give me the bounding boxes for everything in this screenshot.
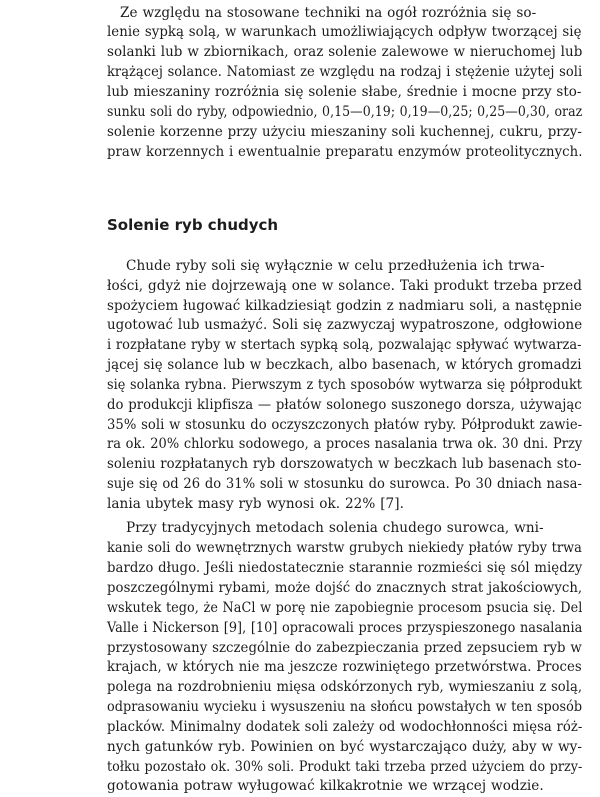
paragraph-line: przystosowany szczególnie do zabezpieczania przed zepsuciem ryb w: [107, 640, 582, 656]
paragraph-line: nych gatunków ryb. Powinien on być wystarczająco duży, aby w wy-: [107, 739, 583, 755]
paragraph-line: Valle i Nickerson [9], [10] opracowali proces przyspieszonego nasalania: [107, 620, 583, 636]
paragraph-line: do produkcji klipfisza — płatów solonego suszonego dorsza, używając: [107, 397, 582, 413]
section-heading: Solenie ryb chudych: [107, 216, 279, 234]
paragraph-line: i rozpłatane ryby w stertach sypką solą, pozwalając spływać wytwarza-: [107, 337, 582, 353]
paragraph-line: lub mieszaniny rozróżnia się solenie słabe, średnie i mocne przy sto-: [107, 84, 582, 100]
paragraph-line: spożyciem ługować kilkadziesiąt godzin z nadmiaru soli, a następnie: [107, 298, 582, 314]
paragraph-line: lania ubytek masy ryb wynosi ok. 22% [7].: [107, 496, 404, 512]
paragraph-line: suje się od 26 do 31% soli w stosunku do surowca. Po 30 dniach nasa-: [107, 476, 583, 492]
paragraph-line: tołku pozostało ok. 30% soli. Produkt taki trzeba przed użyciem do przy-: [107, 759, 583, 775]
paragraph-line: odprasowaniu wycieku i wysuszeniu na słońcu powstałych w ten sposób: [107, 699, 583, 715]
paragraph-line: solanki lub w zbiornikach, oraz solenie zalewowe w nieruchomej lub: [107, 44, 583, 60]
paragraph-line: Przy tradycyjnych metodach solenia chudego surowca, wni-: [126, 520, 544, 536]
paragraph-line: sunku soli do ryby, odpowiednio, 0,15—0,19; 0,19—0,25; 0,25—0,30, oraz: [107, 104, 583, 120]
paragraph-line: wskutek tego, że NaCl w porę nie zapobiegnie procesom psucia się. Del: [107, 600, 583, 616]
paragraph-line: placków. Minimalny dodatek soli zależy od wodochłonności mięsa róż-: [107, 719, 583, 735]
paragraph-line: bardzo długo. Jeśli niedostatecznie starannie rozmieści się sól między: [107, 560, 583, 576]
paragraph-line: Chude ryby soli się wyłącznie w celu przedłużenia ich trwa-: [126, 258, 545, 274]
paragraph-line: krajach, w których nie ma jeszcze rozwiniętego przetwórstwa. Proces: [107, 659, 582, 675]
paragraph-line: polega na rozdrobnieniu mięsa odskórzonych ryb, wymieszaniu z solą,: [107, 679, 583, 695]
paragraph-line: ra ok. 20% chlorku sodowego, a proces nasalania trwa ok. 30 dni. Przy: [107, 436, 583, 452]
paragraph-line: solenie korzenne przy użyciu mieszaniny soli kuchennej, cukru, przy-: [107, 124, 582, 140]
paragraph-line: poszczególnymi rybami, może dojść do znacznych strat jakościowych,: [107, 580, 583, 596]
paragraph-line: jącej się solance lub w beczkach, albo basenach, w których gromadzi: [107, 357, 582, 373]
paragraph-line: krążącej solance. Natomiast ze względu na rodzaj i stężenie użytej soli: [107, 64, 583, 80]
paragraph-line: Ze względu na stosowane techniki na ogół rozróżnia się so-: [120, 5, 537, 21]
paragraph-line: soleniu rozpłatanych ryb dorszowatych w beczkach lub basenach sto-: [107, 456, 582, 472]
paragraph-line: 35% soli w stosunku do oczyszczonych płatów ryby. Półprodukt zawie-: [107, 417, 583, 433]
paragraph-line: się solanka rybna. Pierwszym z tych sposobów wytwarza się półprodukt: [107, 377, 582, 393]
paragraph-line: łości, gdyż nie dojrzewają one w solance. Taki produkt trzeba przed: [107, 278, 582, 294]
paragraph-line: kanie soli do wewnętrznych warstw grubych niekiedy płatów ryby trwa: [107, 540, 582, 556]
paragraph-line: praw korzennych i ewentualnie preparatu enzymów proteolitycznych.: [107, 144, 583, 160]
paragraph-line: lenie sypką solą, w warunkach umożliwiających odpływ tworzącej się: [107, 24, 582, 40]
paragraph-line: ugotować lub usmażyć. Soli się zazwyczaj wypatroszone, odgłowione: [107, 317, 583, 333]
paragraph-line: gotowania potraw wyługować kilkakrotnie we wrzącej wodzie.: [107, 778, 544, 794]
